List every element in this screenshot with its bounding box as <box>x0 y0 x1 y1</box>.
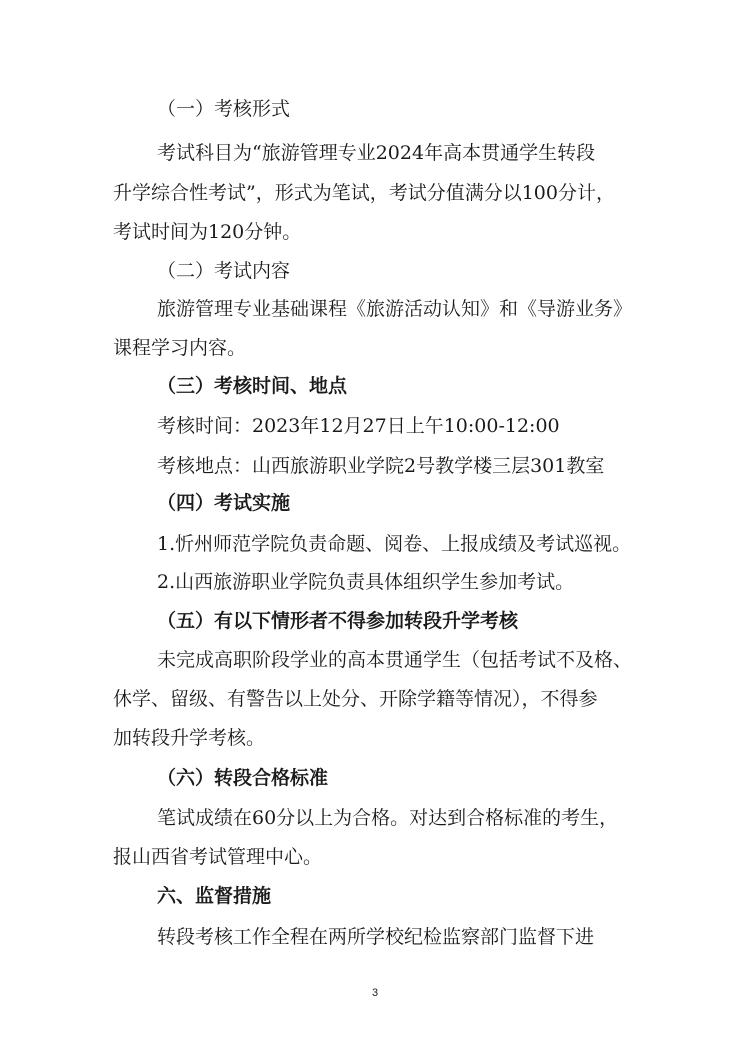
paragraph-line: 2.山西旅游职业学院负责具体组织学生参加考试。 <box>157 571 575 593</box>
paragraph-line: 加转段升学考核。 <box>113 727 266 749</box>
paragraph-line: 1.忻州师范学院负责命题、阅卷、上报成绩及考试巡视。 <box>157 533 632 555</box>
paragraph-line: 旅游管理专业基础课程《旅游活动认知》和《导游业务》 <box>157 298 633 320</box>
paragraph-line: 考核地点：山西旅游职业学院2号教学楼三层301教室 <box>157 455 605 477</box>
section-heading-5: （五）有以下情形者不得参加转段升学考核 <box>157 610 519 632</box>
paragraph-line: 升学综合性考试”，形式为笔试，考试分值满分以100分计， <box>113 182 615 204</box>
paragraph-line: 考试时间为120分钟。 <box>113 221 302 243</box>
paragraph-line: 未完成高职阶段学业的高本贯通学生（包括考试不及格、 <box>157 649 633 671</box>
paragraph-line: 考试科目为“旅游管理专业2024年高本贯通学生转段 <box>157 142 596 164</box>
paragraph-line: 考核时间：2023年12月27日上午10:00-12:00 <box>157 415 560 437</box>
section-heading-7: 六、监督措施 <box>157 885 272 907</box>
paragraph-line: 笔试成绩在60分以上为合格。对达到合格标准的考生， <box>157 807 619 829</box>
paragraph-line: 转段考核工作全程在两所学校纪检监察部门监督下进 <box>157 926 595 948</box>
paragraph-line: 休学、留级、有警告以上处分、开除学籍等情况），不得参 <box>113 688 598 710</box>
paragraph-line: 课程学习内容。 <box>113 337 247 359</box>
section-heading-3: （三）考核时间、地点 <box>157 375 348 397</box>
section-heading-2: （二）考试内容 <box>157 260 291 282</box>
page-number: 3 <box>371 987 379 999</box>
paragraph-line: 报山西省考试管理中心。 <box>113 846 323 868</box>
section-heading-6: （六）转段合格标准 <box>157 767 329 789</box>
section-heading-1: （一）考核形式 <box>157 98 291 120</box>
section-heading-4: （四）考试实施 <box>157 492 291 514</box>
